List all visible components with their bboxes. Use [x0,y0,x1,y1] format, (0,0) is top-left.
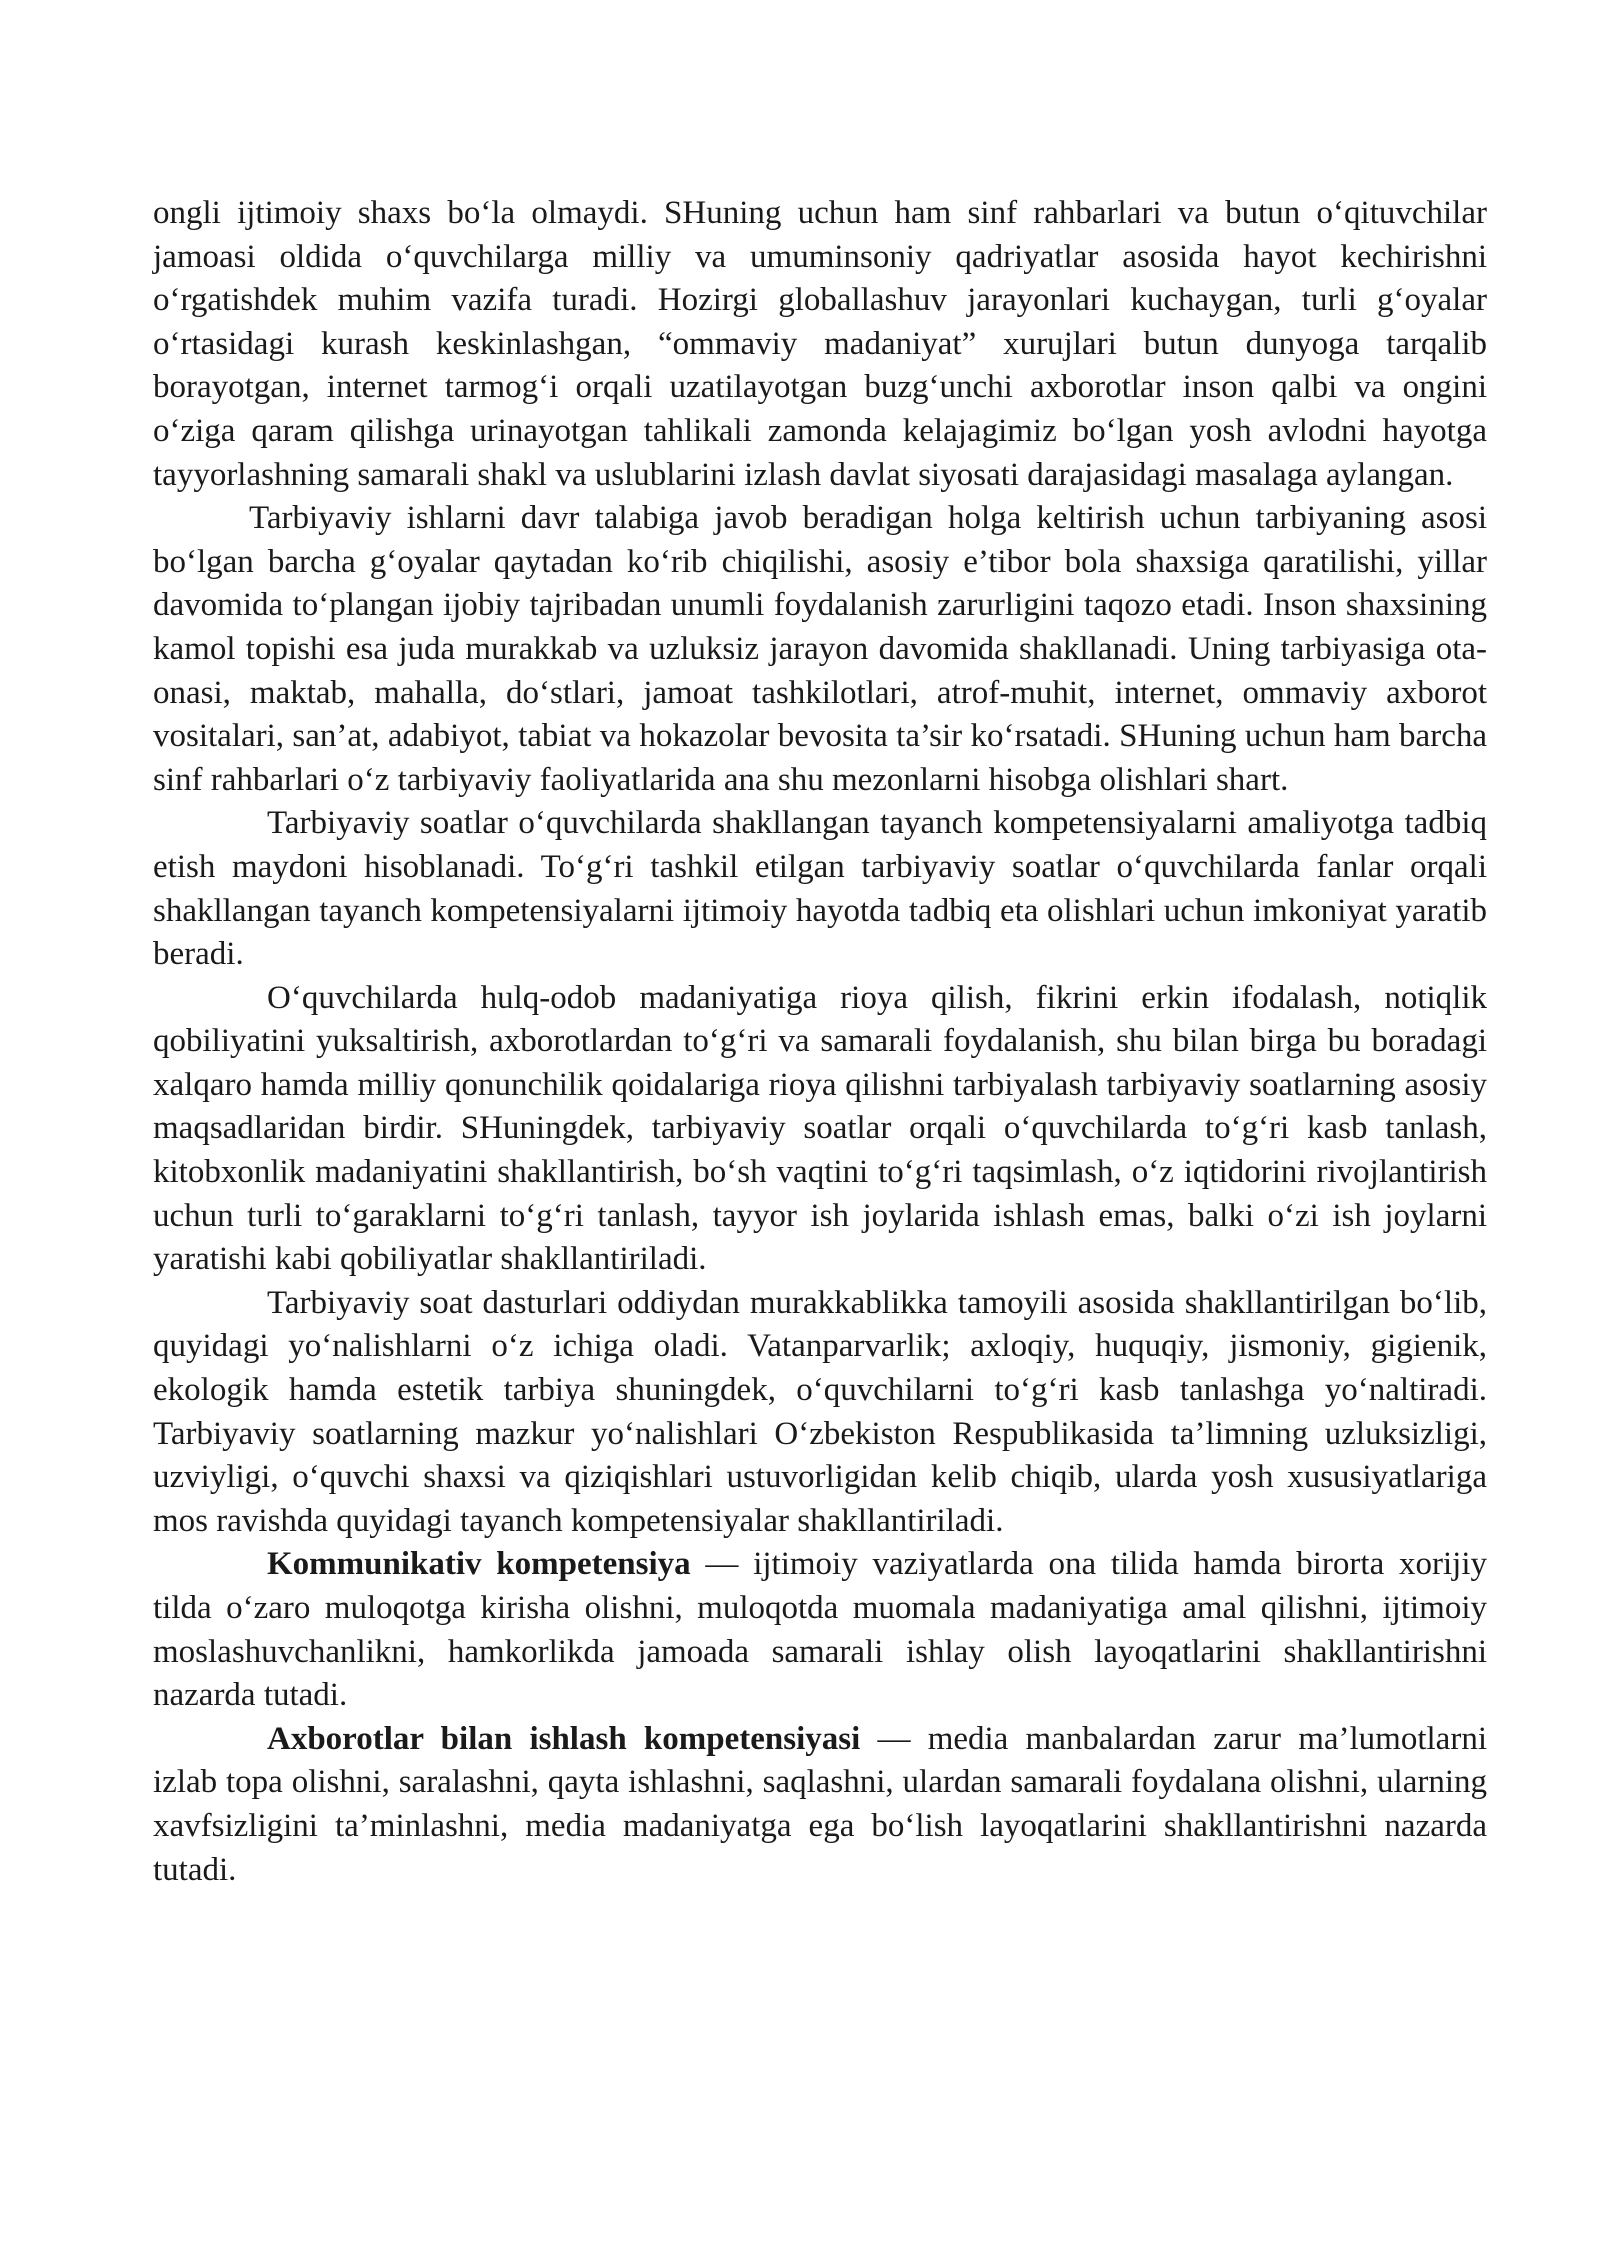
paragraph-upbringing-work [153,497,1487,802]
paragraph-student-behavior [153,977,1487,1282]
paragraph-intro [153,192,1487,497]
paragraph-educational-hours [153,802,1487,976]
paragraph-text: Tarbiyaviy soat dasturlari oddiydan murakkablikka tamoyili asosida shakllantirilgan bo‘lib, quyidagi yo‘nalishlarni o‘z ichiga oladi. Vatanparvarlik; axloqiy, huquqiy, jismoniy, gigienik, ekologik hamda estetik tarbiya shuningdek, o‘quvchilarni to‘g‘ri kasb tanlashga yo‘naltiradi. Tarbiyaviy soatlarning mazkur yo‘nalishlari O‘zbekiston Respublikasida ta’limning uzluksizligi, uzviyligi, o‘quvchi shaxsi va qiziqishlari ustuvorligidan kelib chiqib, ularda yosh xususiyatlariga mos ravishda quyidagi tayanch kompetensiyalar shakllantiriladi. [153,1284,1487,1539]
term-heading: Axborotlar bilan ishlash kompetensiyasi [267,1720,861,1757]
paragraph-information-competence [153,1718,1487,1892]
document-page [153,192,1487,1892]
paragraph-text: Tarbiyaviy ishlarni davr talabiga javob beradigan holga keltirish uchun tarbiyaning asosi bo‘lgan barcha g‘oyalar qaytadan ko‘rib chiqilishi, asosiy e’tibor bola shaxsiga qaratilishi, yillar davomida to‘plangan ijobiy tajribadan unumli foydalanish zarurligini taqozo etadi. Inson shaxsining kamol topishi esa juda murakkab va uzluksiz jarayon davomida shakllanadi. Uning tarbiyasiga ota-onasi, maktab, mahalla, do‘stlari, jamoat tashkilotlari, atrof-muhit, internet, ommaviy axborot vositalari, san’at, adabiyot, tabiat va hokazolar bevosita ta’sir ko‘rsatadi. SHuning uchun ham barcha sinf rahbarlari o‘z tarbiyaviy faoliyatlarida ana shu mezonlarni hisobga olishlari shart. [153,500,1487,798]
paragraph-communicative-competence [153,1543,1487,1717]
paragraph-text: — media manbalardan zarur ma’lumotlarni izlab topa olishni, saralashni, qayta ishlashni, saqlashni, ulardan samarali foydalana olishni, ularning xavfsizligini ta’minlashni, media madaniyatga ega bo‘lish layoqatlarini shakllantirishni nazarda tutadi. [153,1720,1487,1888]
paragraph-program-directions [153,1282,1487,1544]
term-heading: Kommunikativ kompetensiya [267,1546,691,1583]
paragraph-text: O‘quvchilarda hulq-odob madaniyatiga rioya qilish, fikrini erkin ifodalash, notiqlik qobiliyatini yuksaltirish, axborotlardan to‘g‘ri va samarali foydalanish, shu bilan birga bu boradagi xalqaro hamda milliy qonunchilik qoidalariga rioya qilishni tarbiyalash tarbiyaviy soatlarning asosiy maqsadlaridan birdir. SHuningdek, tarbiyaviy soatlar orqali o‘quvchilarda to‘g‘ri kasb tanlash, kitobxonlik madaniyatini shakllantirish, bo‘sh vaqtini to‘g‘ri taqsimlash, o‘z iqtidorini rivojlantirish uchun turli to‘garaklarni to‘g‘ri tanlash, tayyor ish joylarida ishlash emas, balki o‘zi ish joylarni yaratishi kabi qobiliyatlar shakllantiriladi. [153,979,1487,1278]
paragraph-text: ongli ijtimoiy shaxs bo‘la olmaydi. SHuning uchun ham sinf rahbarlari va butun o‘qituvchilar jamoasi oldida o‘quvchilarga milliy va umuminsoniy qadriyatlar asosida hayot kechirishni o‘rgatishdek muhim vazifa turadi. Hozirgi globallashuv jarayonlari kuchaygan, turli g‘oyalar o‘rtasidagi kurash keskinlashgan, “ommaviy madaniyat” xurujlari butun dunyoga tarqalib borayotgan, internet tarmog‘i orqali uzatilayotgan buzg‘unchi axborotlar inson qalbi va ongini o‘ziga qaram qilishga urinayotgan tahlikali zamonda kelajagimiz bo‘lgan yosh avlodni hayotga tayyorlashning samarali shakl va uslublarini izlash davlat siyosati darajasidagi masalaga aylangan. [153,195,1487,493]
paragraph-text: — ijtimoiy vaziyatlarda ona tilida hamda birorta xorijiy tilda o‘zaro muloqotga kirisha olishni, muloqotda muomala madaniyatiga amal qilishni, ijtimoiy moslashuvchanlikni, hamkorlikda jamoada samarali ishlay olish layoqatlarini shakllantirishni nazarda tutadi. [153,1546,1487,1714]
paragraph-text: Tarbiyaviy soatlar o‘quvchilarda shakllangan tayanch kompetensiyalarni amaliyotga tadbiq etish maydoni hisoblanadi. To‘g‘ri tashkil etilgan tarbiyaviy soatlar o‘quvchilarda fanlar orqali shakllangan tayanch kompetensiyalarni ijtimoiy hayotda tadbiq eta olishlari uchun imkoniyat yaratib beradi. [153,805,1487,973]
